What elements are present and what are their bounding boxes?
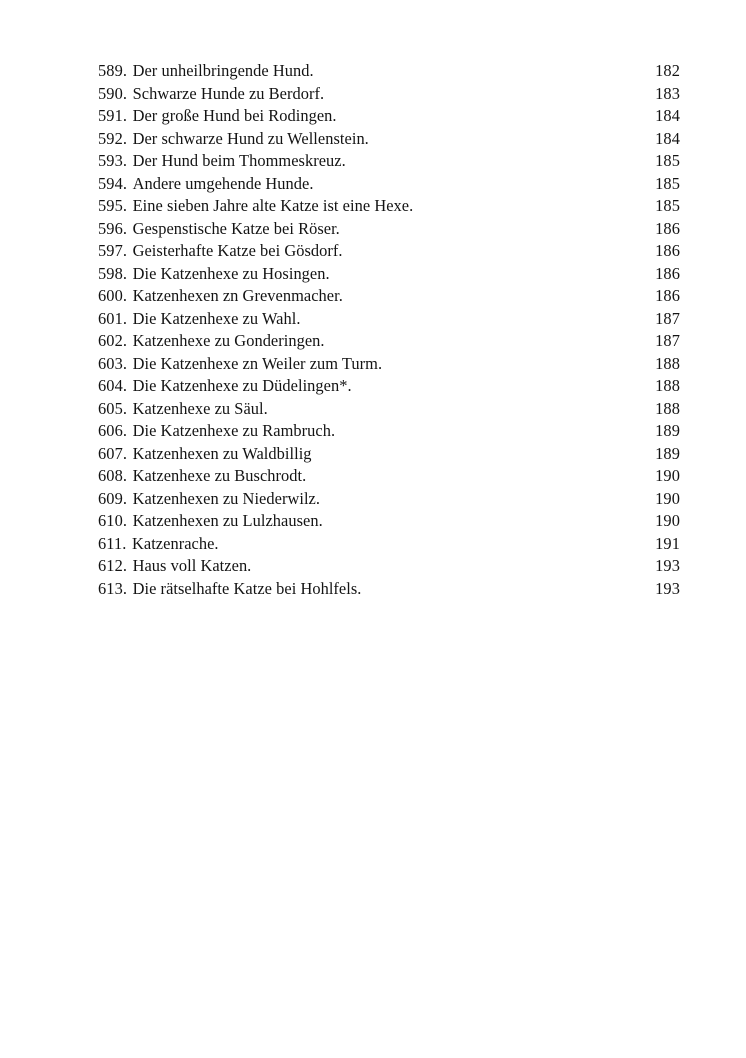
toc-entry-title: Der schwarze Hund zu Wellenstein. xyxy=(132,128,369,148)
toc-dot-leader xyxy=(219,548,656,549)
toc-entry[interactable] xyxy=(98,353,680,376)
toc-entry[interactable] xyxy=(98,218,680,241)
toc-entry-page-number: 190 xyxy=(655,488,680,508)
toc-entry-title: Der unheilbringende Hund. xyxy=(132,61,314,80)
toc-entry[interactable] xyxy=(98,308,680,331)
toc-entry[interactable] xyxy=(98,240,680,263)
toc-dot-leader xyxy=(337,120,656,121)
toc-entry-title: Katzenhexen zu Waldbillig xyxy=(132,443,312,463)
toc-dot-leader xyxy=(330,278,655,279)
toc-entry-number: 597. xyxy=(98,241,128,260)
toc-entry-page-number: 182 xyxy=(655,61,680,80)
toc-entry[interactable] xyxy=(98,443,680,466)
toc-entry[interactable] xyxy=(98,465,680,488)
toc-dot-leader xyxy=(340,233,655,234)
toc-entry-title: Die Katzenhexe zu Düdelingen*. xyxy=(132,376,352,395)
toc-entry-title: Katzenhexe zu Gonderingen. xyxy=(132,331,325,350)
toc-entry-page-number: 185 xyxy=(655,151,680,170)
toc-dot-leader xyxy=(301,323,656,324)
toc-dot-leader xyxy=(314,188,656,189)
toc-entry-page-number: 187 xyxy=(655,331,680,350)
toc-entry-page-number: 186 xyxy=(655,218,680,238)
toc-entry-title: Schwarze Hunde zu Berdorf. xyxy=(132,83,325,103)
toc-entry-number: 604. xyxy=(98,376,128,395)
toc-dot-leader xyxy=(335,435,655,436)
toc-entry-number: 613. xyxy=(98,578,128,598)
toc-dot-leader xyxy=(346,165,655,166)
toc-entry-number: 603. xyxy=(98,353,128,373)
toc-entry-number: 594. xyxy=(98,173,128,193)
toc-entry-number: 608. xyxy=(98,466,128,485)
toc-entry[interactable] xyxy=(98,128,680,151)
toc-entry-title: Andere umgehende Hunde. xyxy=(132,173,314,193)
toc-entry-number: 601. xyxy=(98,308,128,328)
toc-entry[interactable] xyxy=(98,488,680,511)
toc-entry[interactable] xyxy=(98,83,680,106)
toc-entry-number: 596. xyxy=(98,218,128,238)
toc-entry-number: 606. xyxy=(98,421,128,440)
toc-dot-leader xyxy=(251,570,655,571)
toc-entry-title: Der große Hund bei Rodingen. xyxy=(132,106,337,125)
toc-entry-number: 609. xyxy=(98,488,128,508)
table-of-contents-list xyxy=(98,60,680,600)
toc-entry-page-number: 189 xyxy=(655,443,680,463)
toc-entry-title: Eine sieben Jahre alte Katze ist eine Hexe. xyxy=(132,196,414,215)
toc-entry-number: 598. xyxy=(98,263,128,283)
toc-entry-number: 591. xyxy=(98,106,128,125)
toc-entry-page-number: 183 xyxy=(655,83,680,103)
toc-entry[interactable] xyxy=(98,60,680,83)
toc-entry-title: Katzenhexe zu Buschrodt. xyxy=(132,466,307,485)
toc-dot-leader xyxy=(361,593,655,594)
toc-dot-leader xyxy=(352,390,655,391)
toc-entry-page-number: 190 xyxy=(655,466,680,485)
toc-dot-leader xyxy=(369,143,655,144)
toc-entry-page-number: 184 xyxy=(655,106,680,125)
toc-entry-page-number: 185 xyxy=(655,196,680,215)
toc-dot-leader xyxy=(343,255,656,256)
toc-entry[interactable] xyxy=(98,263,680,286)
toc-entry-title: Katzenrache. xyxy=(131,533,219,553)
toc-entry-title: Geisterhafte Katze bei Gösdorf. xyxy=(132,241,343,260)
toc-entry-title: Katzenhexen zu Lulzhausen. xyxy=(132,511,323,530)
toc-entry-page-number: 193 xyxy=(655,556,680,575)
toc-entry-page-number: 184 xyxy=(655,128,680,148)
toc-entry-number: 607. xyxy=(98,443,128,463)
toc-dot-leader xyxy=(343,300,655,301)
toc-entry-page-number: 186 xyxy=(655,263,680,283)
toc-entry-title: Die Katzenhexe zn Weiler zum Turm. xyxy=(132,353,383,373)
toc-entry-title: Gespenstische Katze bei Röser. xyxy=(132,218,340,238)
toc-entry[interactable] xyxy=(98,578,680,601)
toc-entry-page-number: 187 xyxy=(655,308,680,328)
toc-entry-number: 590. xyxy=(98,83,128,103)
toc-entry-page-number: 185 xyxy=(655,173,680,193)
toc-dot-leader xyxy=(324,98,655,99)
toc-dot-leader xyxy=(325,345,656,346)
toc-entry-number: 602. xyxy=(98,331,128,350)
toc-entry-number: 589. xyxy=(98,61,128,80)
toc-entry-number: 611. xyxy=(98,533,127,553)
toc-entry-title: Die Katzenhexe zu Rambruch. xyxy=(132,421,336,440)
toc-entry-title: Haus voll Katzen. xyxy=(132,556,252,575)
toc-entry-title: Die Katzenhexe zu Wahl. xyxy=(132,308,301,328)
toc-dot-leader xyxy=(314,75,655,76)
toc-entry-title: Katzenhexe zu Säul. xyxy=(132,398,268,418)
toc-entry-number: 595. xyxy=(98,196,128,215)
toc-entry[interactable] xyxy=(98,105,680,128)
toc-entry[interactable] xyxy=(98,173,680,196)
toc-dot-leader xyxy=(268,413,655,414)
toc-entry-number: 612. xyxy=(98,556,128,575)
toc-entry-page-number: 190 xyxy=(655,511,680,530)
toc-dot-leader xyxy=(306,480,655,481)
toc-entry-number: 605. xyxy=(98,398,128,418)
toc-entry[interactable] xyxy=(98,398,680,421)
toc-entry-number: 600. xyxy=(98,286,128,305)
toc-entry-page-number: 188 xyxy=(655,398,680,418)
toc-entry-title: Die Katzenhexe zu Hosingen. xyxy=(132,263,330,283)
toc-entry-title: Der Hund beim Thommeskreuz. xyxy=(132,151,346,170)
toc-dot-leader xyxy=(323,525,655,526)
toc-entry[interactable] xyxy=(98,510,680,533)
toc-entry-number: 593. xyxy=(98,151,128,170)
toc-entry[interactable] xyxy=(98,150,680,173)
toc-entry[interactable] xyxy=(98,195,680,218)
toc-entry-page-number: 186 xyxy=(655,286,680,305)
toc-entry[interactable] xyxy=(98,285,680,308)
toc-entry-title: Die rätselhafte Katze bei Hohlfels. xyxy=(132,578,362,598)
toc-entry-page-number: 191 xyxy=(655,533,680,553)
toc-entry-number: 592. xyxy=(98,128,128,148)
toc-dot-leader xyxy=(320,503,655,504)
toc-entry-number: 610. xyxy=(98,511,128,530)
toc-entry[interactable] xyxy=(98,533,680,556)
toc-entry[interactable] xyxy=(98,375,680,398)
toc-entry[interactable] xyxy=(98,420,680,443)
toc-entry-page-number: 186 xyxy=(655,241,680,260)
toc-dot-leader xyxy=(382,368,655,369)
toc-entry-page-number: 193 xyxy=(655,578,680,598)
toc-entry-page-number: 188 xyxy=(655,376,680,395)
toc-dot-leader xyxy=(413,210,655,211)
toc-entry-title: Katzenhexen zu Niederwilz. xyxy=(132,488,321,508)
toc-dot-leader xyxy=(312,458,656,459)
toc-entry[interactable] xyxy=(98,330,680,353)
toc-entry[interactable] xyxy=(98,555,680,578)
toc-entry-title: Katzenhexen zn Grevenmacher. xyxy=(132,286,343,305)
toc-entry-page-number: 188 xyxy=(655,353,680,373)
toc-entry-page-number: 189 xyxy=(655,421,680,440)
